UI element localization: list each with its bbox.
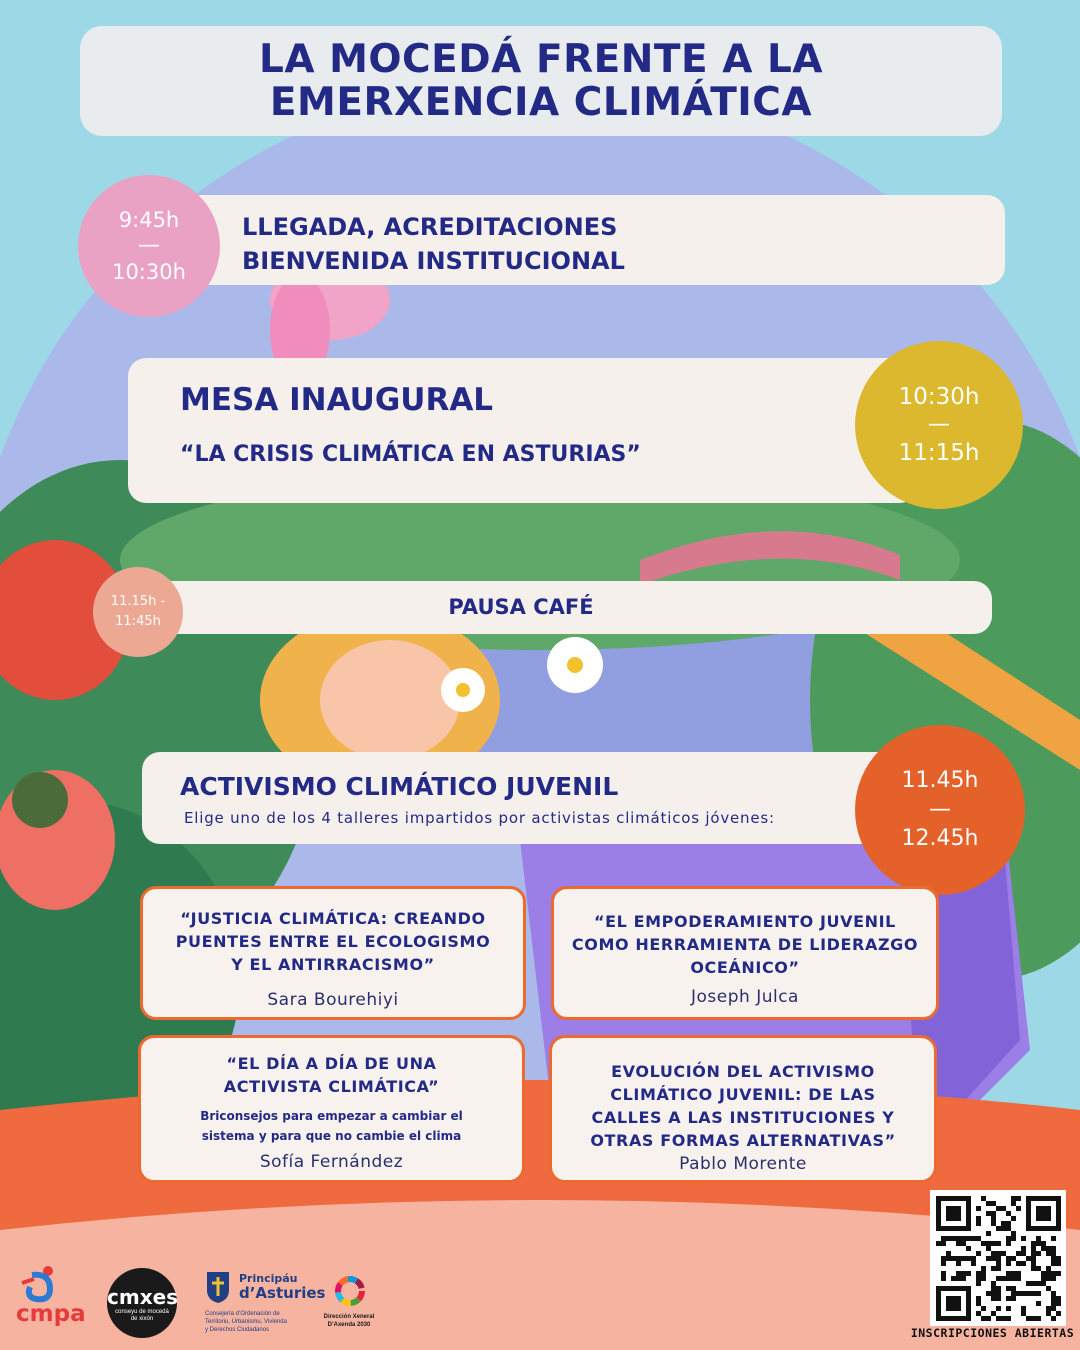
- agenda-item-activism: [142, 752, 954, 844]
- cmx-subtitle-line: de xixón: [130, 1316, 154, 1322]
- red-flower-center: [12, 772, 68, 828]
- time-end: 11:15h: [898, 440, 980, 466]
- workshop-card-empoderamiento-juvenil[interactable]: [551, 886, 939, 1020]
- time-start: 9:45h: [118, 208, 180, 232]
- inaugural-subtitle: “LA CRISIS CLIMÁTICA EN ASTURIAS”: [180, 442, 641, 467]
- agenda-item-coffee-break: [150, 581, 992, 634]
- time-separator: —: [929, 797, 951, 822]
- workshop-title-line: PUENTES ENTRE EL ECOLOGISMO: [175, 932, 491, 951]
- agenda-item-arrival: [150, 195, 1005, 285]
- workshop-title-line: OTRAS FORMAS ALTERNATIVAS”: [590, 1131, 896, 1150]
- ods-caption-line: Dirección Xeneral: [323, 1314, 375, 1320]
- sdg-wheel-icon: [334, 1275, 366, 1307]
- time-badge-activism: [855, 725, 1025, 895]
- workshop-title-line: OCEÁNICO”: [690, 958, 800, 977]
- time-start: 11.45h: [901, 768, 979, 793]
- title-line-2: EMERXENCIA CLIMÁTICA: [269, 80, 813, 125]
- workshop-title-line: CLIMÁTICO JUVENIL: DE LAS: [610, 1085, 876, 1104]
- white-daisy-center: [456, 683, 470, 697]
- workshop-speaker: Sofía Fernández: [259, 1152, 404, 1172]
- asturias-shield-icon: [205, 1270, 231, 1304]
- workshop-title: [141, 1052, 522, 1098]
- workshop-description-line: sistema y para que no cambie el clima: [201, 1129, 462, 1143]
- asturias-line-2: d’Asturies: [239, 1284, 326, 1302]
- girl-face: [320, 640, 460, 760]
- workshop-title-line: CALLES A LAS INSTITUCIONES Y: [591, 1108, 895, 1127]
- cmpa-logo: [10, 1265, 90, 1340]
- title-banner: [80, 26, 1002, 136]
- cmpa-figure-icon: [10, 1265, 70, 1305]
- workshop-speaker: Pablo Morente: [679, 1154, 807, 1174]
- arrival-line-2: BIENVENIDA INSTITUCIONAL: [242, 247, 625, 275]
- workshop-title: [143, 907, 523, 976]
- qr-code-icon: [930, 1190, 1066, 1326]
- asturias-caption: [205, 1310, 330, 1334]
- title-line-1: LA MOCEDÁ FRENTE A LA: [258, 37, 824, 82]
- time-end: 12.45h: [901, 826, 979, 851]
- asturias-line-1: Principáu: [239, 1272, 298, 1285]
- agenda-item-inaugural: [128, 358, 918, 503]
- cmpa-wordmark: cmpa: [16, 1301, 86, 1327]
- workshop-title: [552, 1060, 934, 1152]
- workshop-title-line: Y EL ANTIRRACISMO”: [231, 955, 435, 974]
- time-separator: —: [138, 233, 160, 258]
- workshop-card-justicia-climatica[interactable]: [140, 886, 526, 1020]
- arrival-heading: [242, 210, 625, 278]
- ods-logo: [318, 1275, 380, 1345]
- time-start: 10:30h: [898, 384, 980, 410]
- activism-subtitle: Elige uno de los 4 talleres impartidos por activistas climáticos jóvenes:: [184, 809, 775, 827]
- workshop-card-dia-a-dia[interactable]: [138, 1035, 525, 1183]
- workshop-speaker: Joseph Julca: [691, 987, 799, 1007]
- cmx-subtitle-line: conseyu de mocedá: [115, 1309, 169, 1315]
- asturias-caption-line: Territoriu, Urbanismu, Vivienda: [205, 1319, 287, 1325]
- workshop-speaker: Sara Bourehiyi: [267, 990, 399, 1010]
- white-daisy-center: [567, 657, 583, 673]
- asturias-caption-line: Consejería d’Ordenación de: [205, 1311, 280, 1317]
- arrival-line-1: LLEGADA, ACREDITACIONES: [242, 213, 618, 241]
- ods-caption: [318, 1313, 380, 1329]
- cmx-logo: [107, 1268, 177, 1338]
- registration-qr-code[interactable]: [930, 1190, 1066, 1326]
- workshop-description: [141, 1106, 522, 1146]
- workshop-title-line: COMO HERRAMIENTA DE LIDERAZGO: [571, 935, 919, 954]
- page-title: [259, 38, 823, 124]
- inaugural-heading: MESA INAUGURAL: [180, 382, 494, 418]
- time-badge-coffee: [93, 567, 183, 657]
- time-badge-arrival: [78, 175, 220, 317]
- workshop-title-line: “EL DÍA A DÍA DE UNA: [226, 1054, 437, 1073]
- time-end: 11:45h: [115, 614, 161, 629]
- activism-heading: ACTIVISMO CLIMÁTICO JUVENIL: [180, 772, 619, 801]
- asturias-logo: [205, 1270, 330, 1340]
- workshop-title-line: EVOLUCIÓN DEL ACTIVISMO: [611, 1062, 875, 1081]
- workshop-title: [554, 910, 936, 979]
- registration-open-label: INSCRIPCIONES ABIERTAS: [910, 1326, 1075, 1340]
- workshop-description-line: Briconsejos para empezar a cambiar el: [200, 1109, 463, 1123]
- cmx-subtitle: [107, 1309, 177, 1323]
- asturias-caption-line: y Derechos Ciudadanos: [205, 1327, 270, 1333]
- cmx-wordmark: cmxes: [107, 1285, 179, 1309]
- coffee-heading: PAUSA CAFÉ: [448, 595, 594, 619]
- ods-caption-line: D’Axenda 2030: [327, 1322, 371, 1328]
- time-badge-inaugural: [855, 341, 1023, 509]
- workshop-title-line: ACTIVISTA CLIMÁTICA”: [223, 1077, 440, 1096]
- time-separator: —: [928, 412, 950, 437]
- workshop-title-line: “EL EMPODERAMIENTO JUVENIL: [594, 912, 896, 931]
- time-end: 10:30h: [112, 260, 186, 284]
- workshop-card-evolucion-activismo[interactable]: [549, 1035, 937, 1183]
- time-start: 11.15h -: [110, 594, 166, 609]
- workshop-title-line: “JUSTICIA CLIMÁTICA: CREANDO: [180, 909, 486, 928]
